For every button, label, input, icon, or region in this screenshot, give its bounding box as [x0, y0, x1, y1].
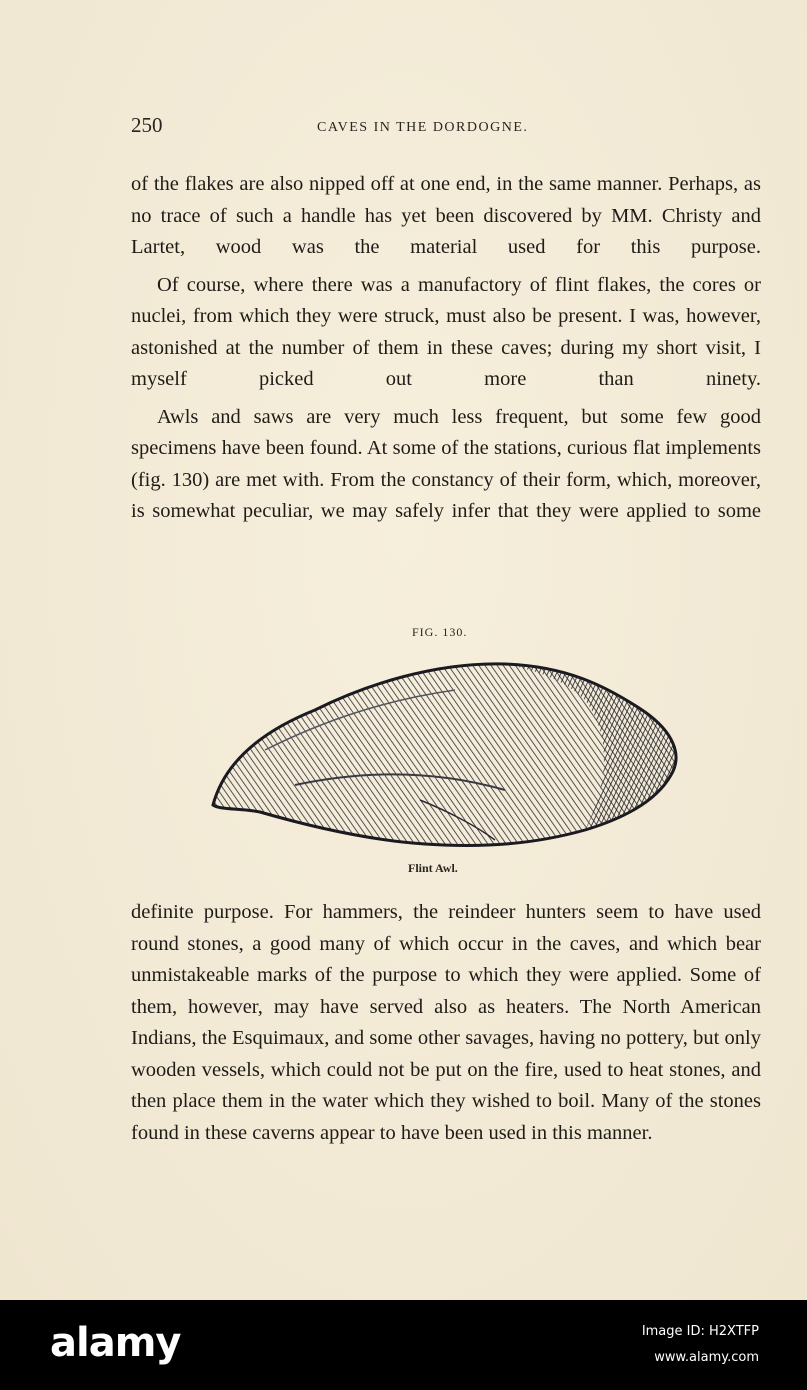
- paragraph-1: of the flakes are also nipped off at one end, in the same manner. Perhaps, as no trace of such a handle has yet been discovered by MM. Christy and Lartet, wood was the material used for this purpose.: [131, 173, 761, 258]
- paragraph-4: definite purpose. For hammers, the reindeer hunters seem to have used round stones, a good many of which occur in the caves, and which bear unmistakeable marks of the purpose to which they were applied. Some of them, however, may have served also as heaters. The North American Indians, the Esquimaux, and some other savages, having no pottery, but only wooden vessels, which could not be put on the fire, used to heat stones, and then place them in the water which they wished to boil. Many of the stones found in these caverns appear to have been used in this manner.: [131, 901, 761, 1144]
- running-head: [131, 113, 761, 143]
- site-url: www.alamy.com: [654, 1350, 759, 1365]
- body-text-bottom: [131, 897, 761, 1149]
- figure-caption: Flint Awl.: [408, 861, 458, 875]
- figure-label: FIG. 130.: [412, 625, 468, 639]
- paragraph-2: Of course, where there was a manufactory of flint flakes, the cores or nuclei, from which they were struck, must also be present. I was, however, astonished at the number of them in these caves; during my short visit, I myself picked out more than ninety.: [131, 273, 761, 390]
- header-title: CAVES IN THE DORDOGNE.: [317, 120, 529, 135]
- body-text-top: [131, 169, 761, 528]
- paragraph-3: Awls and saws are very much less frequent, but some few good specimens have been found. At some of the stations, curious flat implements (fig. 130) are met with. From the constancy of their form, which, moreover, is somewhat peculiar, we may safely infer that they were applied to some: [131, 405, 761, 522]
- page-number: 250: [131, 113, 163, 137]
- image-id-label: Image ID: H2XTFP: [641, 1324, 759, 1339]
- alamy-logo: alamy: [50, 1320, 181, 1366]
- watermark-footer: [0, 1300, 807, 1390]
- flint-awl-illustration: [205, 650, 685, 850]
